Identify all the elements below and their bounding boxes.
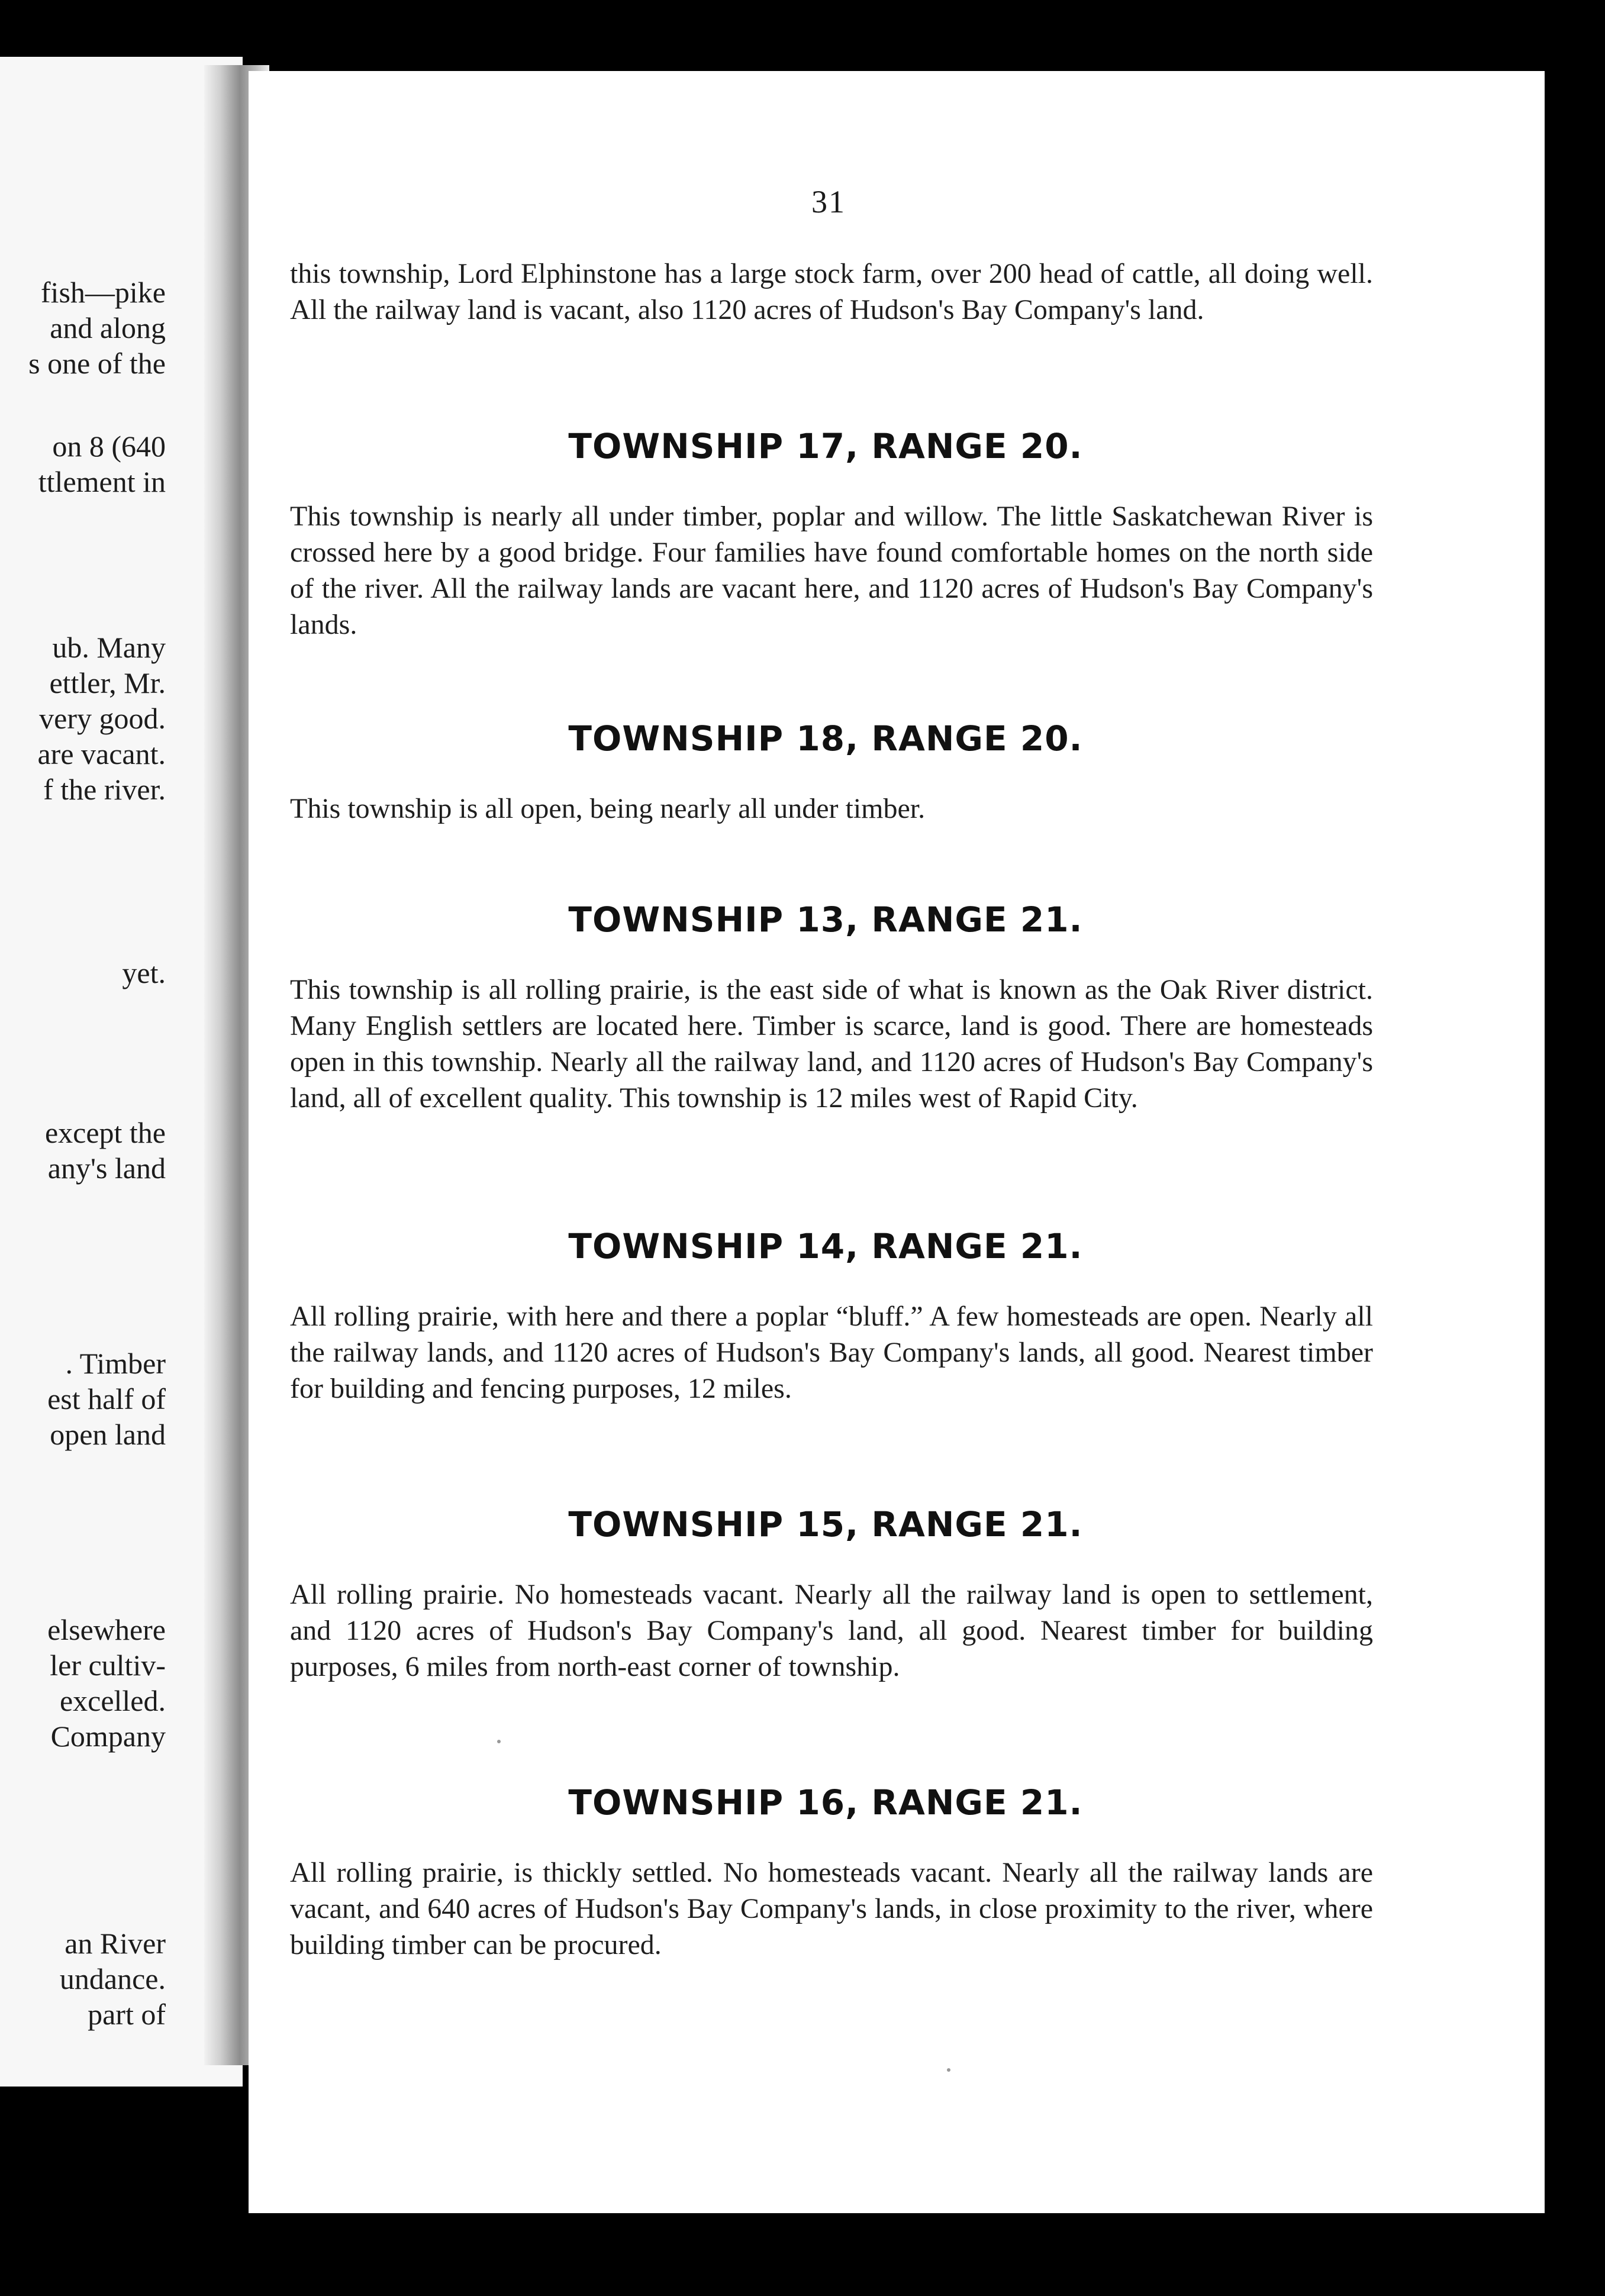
section-paragraph: All rolling prairie, is thickly settled. No homesteads vacant. Nearly all the railway lands are vacant, and 640 acres of Hudson's Bay Company's lands, in close proximity to the river, where building timber can be procured. (290, 1857, 1373, 1960)
left-line: yet. (122, 956, 166, 989)
section-paragraph: This township is all rolling prairie, is the east side of what is known as the Oak River district. Many English settlers are located here. Timber is scarce, land is good. There are homesteads open in this township. Nearly all the railway land, and 1120 acres of Hudson's Bay Company's land, all of excellent quality. This township is 12 miles west of Rapid City. (290, 974, 1373, 1114)
left-line: . Timber (65, 1347, 166, 1380)
section-paragraph: This township is all open, being nearly all under timber. (290, 793, 926, 824)
left-line: fish—pike (40, 276, 166, 309)
left-line: part of (88, 1998, 166, 2031)
left-line: ttlement in (38, 465, 166, 498)
scan-speck (947, 2068, 950, 2072)
left-line: any's land (47, 1152, 166, 1185)
page-number: 31 (811, 184, 846, 220)
left-line: very good. (39, 702, 166, 735)
left-line: on 8 (640 (52, 430, 166, 463)
section-paragraph: This township is nearly all under timber, poplar and willow. The little Saskatchewan River is crossed here by a good bridge. Four families have found comfortable homes on the north side of the river. All the railway lands are vacant here, and 1120 acres of Hudson's Bay Company's lands. (290, 501, 1373, 640)
section-heading: TOWNSHIP 16, RANGE 21. (568, 1782, 1083, 1823)
left-line: f the river. (43, 773, 166, 806)
left-line: except the (44, 1116, 166, 1149)
left-line: and along (50, 311, 166, 344)
left-line: open land (50, 1418, 166, 1451)
left-line: ub. Many (52, 631, 166, 664)
section-heading: TOWNSHIP 13, RANGE 21. (568, 899, 1083, 940)
left-line: s one of the (28, 347, 166, 380)
section-paragraph: All rolling prairie, with here and there a poplar “bluff.” A few homesteads are open. Nearly all the railway lands, and 1120 acres of Hudson's Bay Company's lands, all good. Nearest timber for building and fencing purposes, 12 miles. (290, 1301, 1373, 1404)
intro-paragraph: this township, Lord Elphinstone has a large stock farm, over 200 head of cattle, all doing well. All the railway land is vacant, also 1120 acres of Hudson's Bay Company's land. (290, 258, 1373, 325)
left-line: an River (65, 1927, 166, 1960)
left-line: undance. (59, 1962, 166, 1995)
left-line: Company (50, 1720, 166, 1753)
section-heading: TOWNSHIP 14, RANGE 21. (568, 1226, 1083, 1266)
section-paragraph: All rolling prairie. No homesteads vacant. Nearly all the railway land is open to settlement, and 1120 acres of Hudson's Bay Company's land, all good. Nearest timber for building purposes, 6 miles from north-east corner of township. (290, 1579, 1373, 1682)
section-heading: TOWNSHIP 15, RANGE 21. (568, 1504, 1083, 1544)
main-page (249, 71, 1545, 2213)
left-line: ler cultiv- (50, 1649, 166, 1682)
left-line: excelled. (59, 1684, 166, 1717)
left-line: are vacant. (37, 737, 166, 770)
scan-speck (497, 1740, 501, 1743)
left-line: elsewhere (47, 1613, 166, 1646)
section-heading: TOWNSHIP 18, RANGE 20. (568, 718, 1083, 759)
section-heading: TOWNSHIP 17, RANGE 20. (568, 426, 1083, 466)
left-line: est half of (47, 1382, 166, 1415)
left-line: ettler, Mr. (49, 666, 166, 699)
